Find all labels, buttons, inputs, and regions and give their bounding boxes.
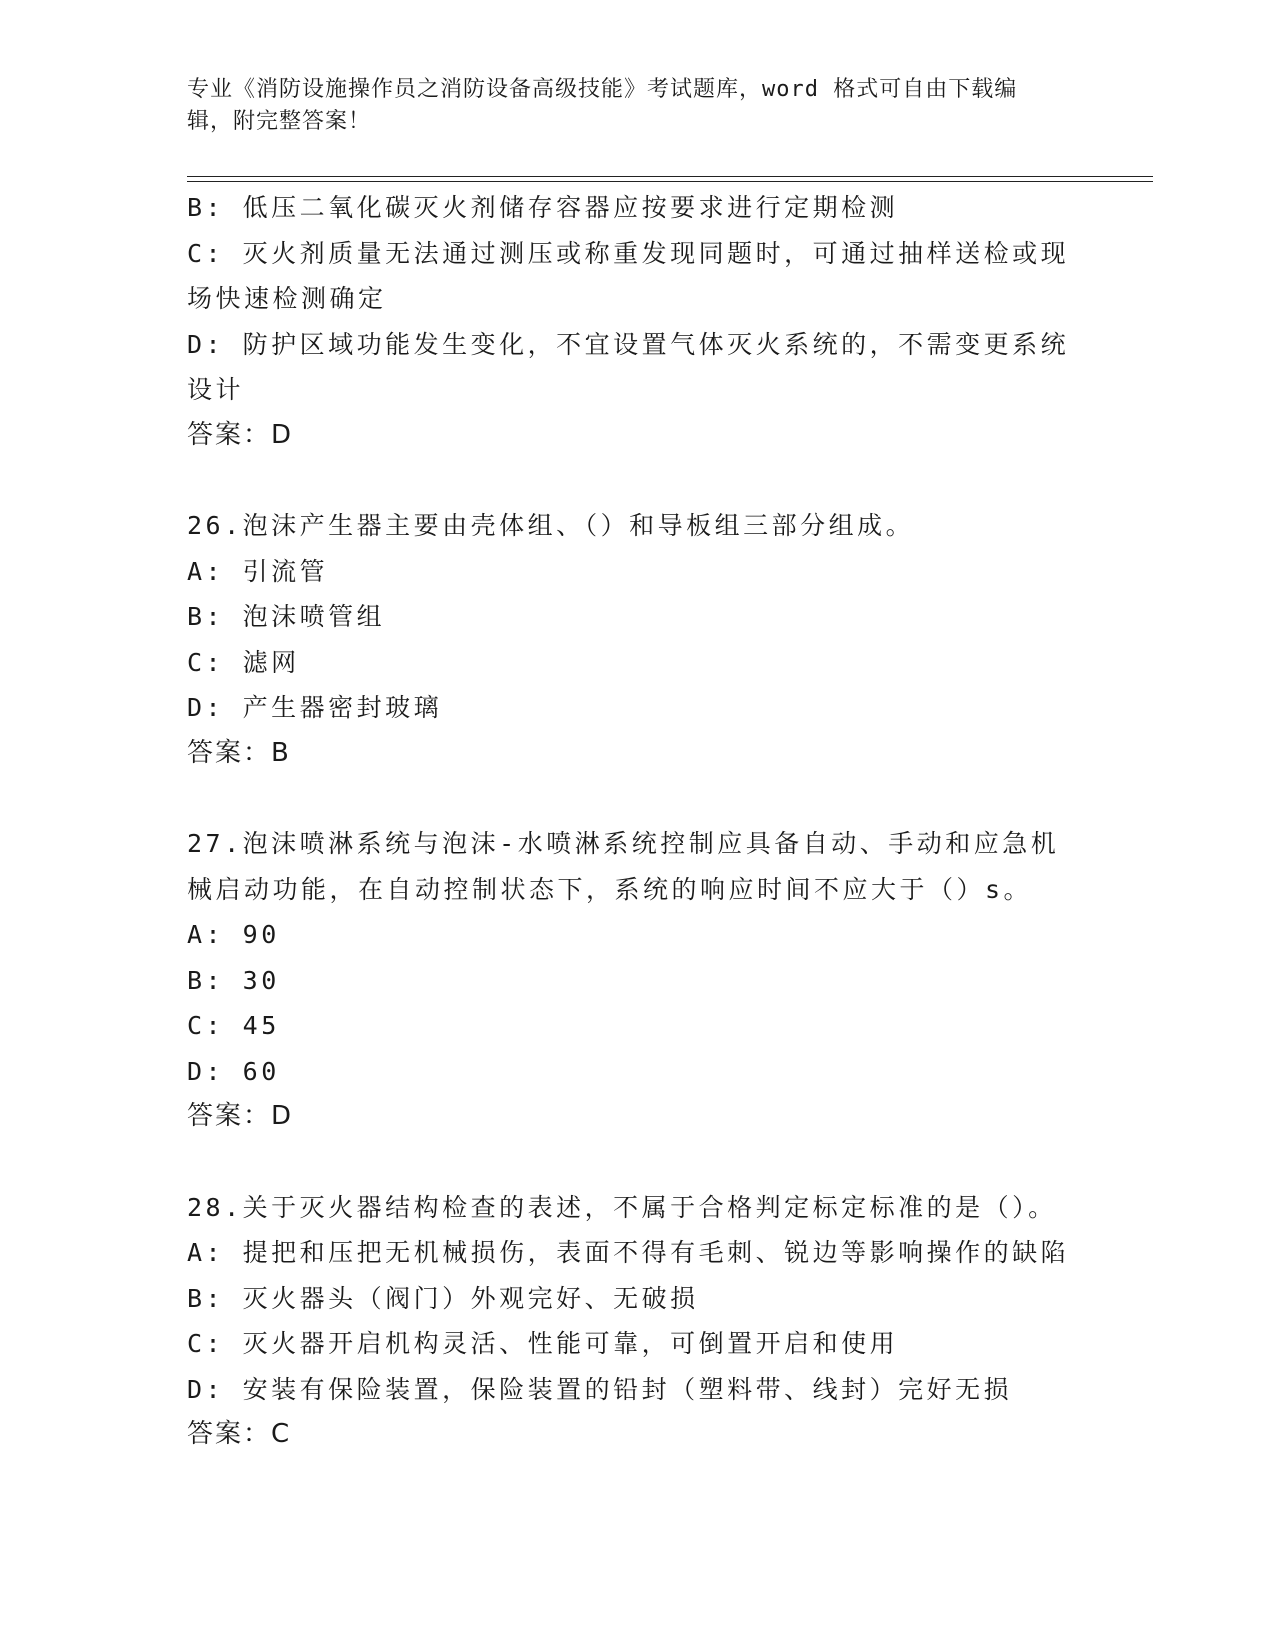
answer-line: 答案：C bbox=[187, 1419, 292, 1449]
option-b: B: 灭火器头（阀门）外观完好、无破损 bbox=[187, 1283, 699, 1313]
option-c: C: 滤网 bbox=[187, 647, 300, 677]
answer-line: 答案：B bbox=[187, 737, 291, 768]
option-d-continued: 设计 bbox=[187, 375, 245, 404]
option-d: D: 防护区域功能发生变化，不宜设置气体灭火系统的，不需变更系统 bbox=[187, 329, 1070, 359]
header-line-2: 辑，附完整答案！ bbox=[187, 109, 372, 134]
question-stem-continued: 械启动功能，在自动控制状态下，系统的响应时间不应大于（）s。 bbox=[187, 874, 1033, 904]
option-a: A: 提把和压把无机械损伤，表面不得有毛刺、锐边等影响操作的缺陷 bbox=[187, 1238, 1070, 1267]
question-stem: 26.泡沫产生器主要由壳体组、（）和导板组三部分组成。 bbox=[187, 511, 915, 540]
question-content bbox=[187, 185, 1087, 1458]
question-28 bbox=[187, 1185, 1087, 1458]
option-d: D: 安装有保险装置，保险装置的铅封（塑料带、线封）完好无损 bbox=[187, 1374, 1013, 1404]
option-d: D: 产生器密封玻璃 bbox=[187, 693, 443, 722]
option-c-continued: 场快速检测确定 bbox=[187, 284, 387, 313]
header-divider-top bbox=[187, 176, 1153, 177]
option-c: C: 灭火器开启机构灵活、性能可靠，可倒置开启和使用 bbox=[187, 1329, 899, 1358]
option-a: A: 引流管 bbox=[187, 556, 329, 586]
question-stem: 28.关于灭火器结构检查的表述，不属于合格判定标定标准的是（）。 bbox=[187, 1192, 1057, 1222]
question-27 bbox=[187, 821, 1087, 1140]
option-d: D: 60 bbox=[187, 1056, 280, 1086]
option-a: A: 90 bbox=[187, 920, 280, 949]
question-25-continued bbox=[187, 185, 1087, 458]
question-26 bbox=[187, 503, 1087, 776]
option-b: B: 30 bbox=[187, 965, 280, 995]
option-c: C: 45 bbox=[187, 1011, 280, 1040]
option-b: B: 泡沫喷管组 bbox=[187, 602, 386, 631]
document-header bbox=[187, 74, 1087, 138]
header-divider-bottom bbox=[187, 181, 1153, 182]
header-line-1: 专业《消防设施操作员之消防设备高级技能》考试题库，word 格式可自由下载编 bbox=[187, 77, 1018, 102]
option-c: C: 灭火剂质量无法通过测压或称重发现同题时，可通过抽样送检或现 bbox=[187, 238, 1070, 268]
question-stem: 27.泡沫喷淋系统与泡沫-水喷淋系统控制应具备自动、手动和应急机 bbox=[187, 829, 1060, 858]
answer-line: 答案：D bbox=[187, 419, 294, 450]
option-b: B: 低压二氧化碳灭火剂储存容器应按要求进行定期检测 bbox=[187, 193, 899, 222]
answer-line: 答案：D bbox=[187, 1101, 294, 1131]
